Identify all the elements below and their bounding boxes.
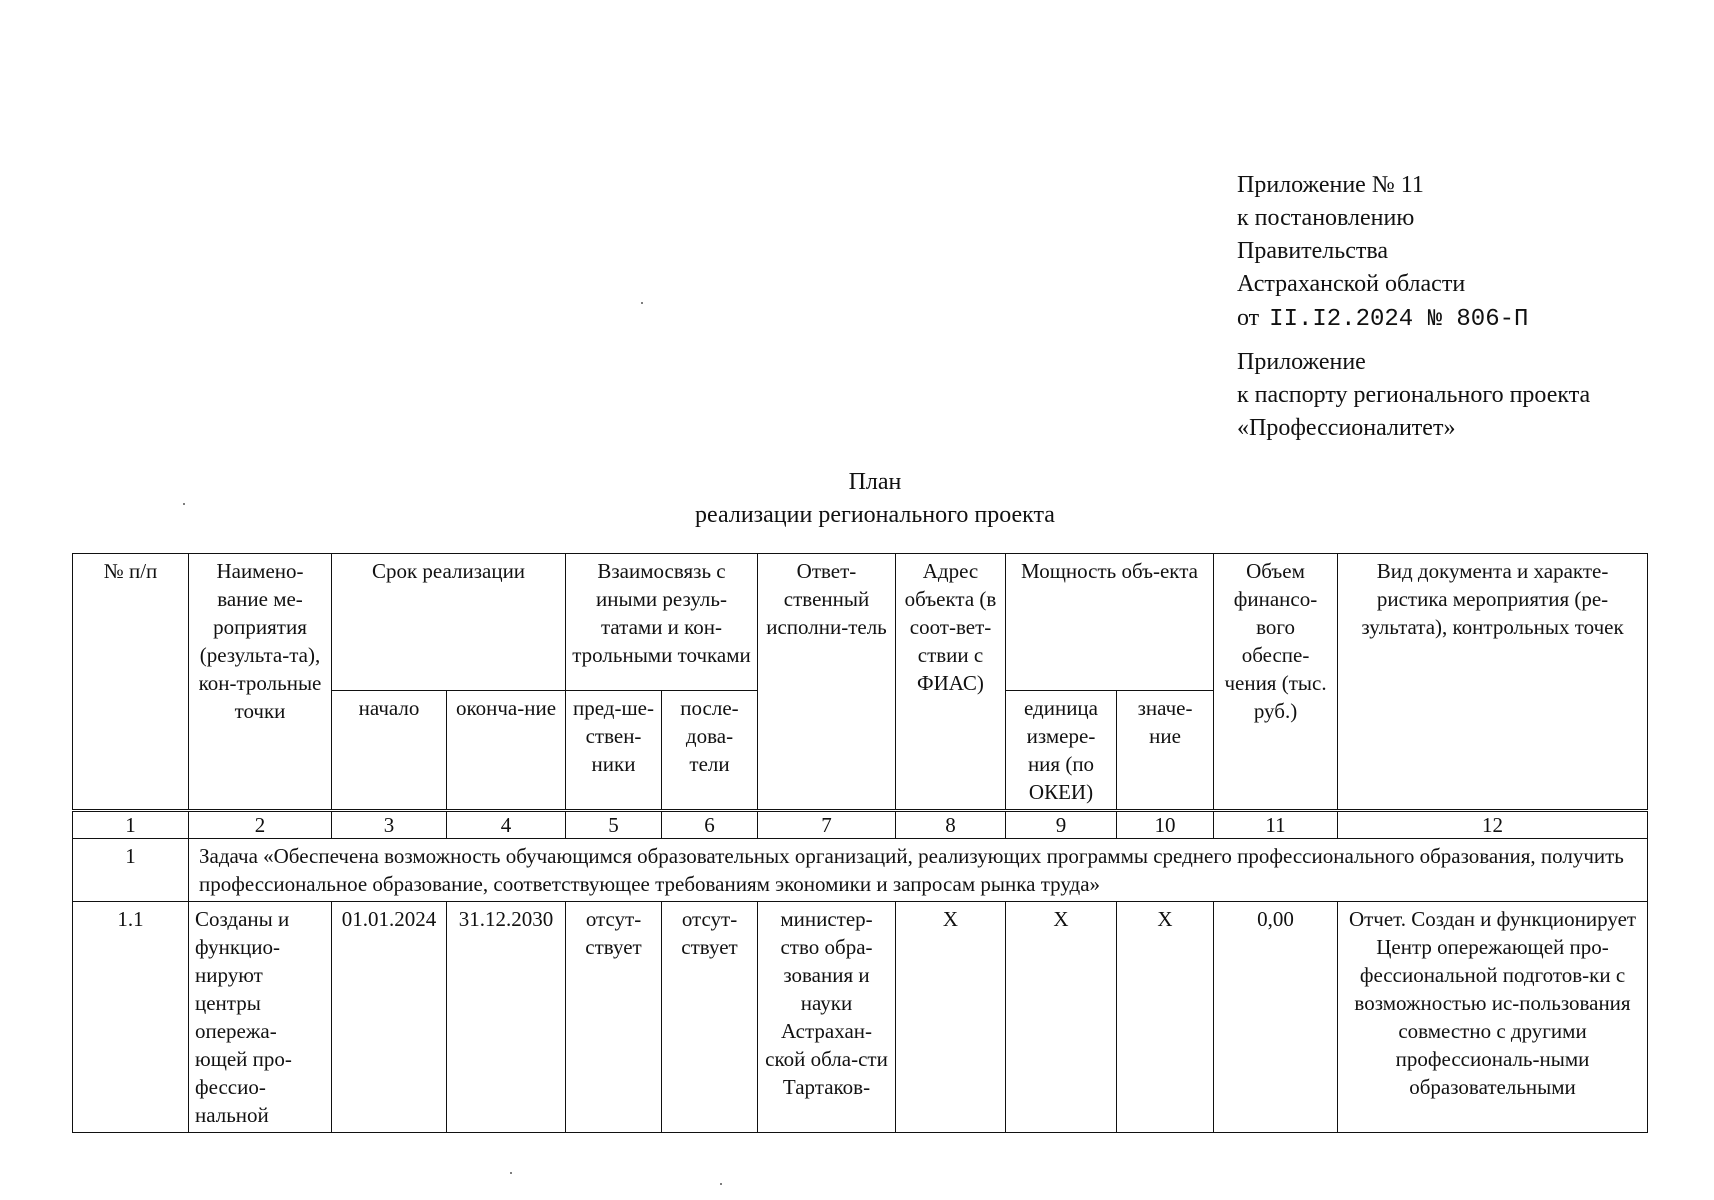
header-capacity-unit: единица измере-ния (по ОКЕИ) [1006, 691, 1117, 811]
row-address: Х [896, 902, 1006, 1133]
header-name: Наимено-вание ме-роприятия (результа-та), кон-трольные точки [189, 554, 332, 811]
header-funding: Объем финансо-вого обеспе-чения (тыс. руб.) [1214, 554, 1338, 811]
appendix-line-1: Приложение № 11 [1237, 172, 1424, 198]
appendix-line-3: Правительства [1237, 238, 1389, 264]
column-number: 4 [447, 811, 566, 839]
header-links-next: после-дова-тели [662, 691, 758, 811]
row-next: отсут-ствует [662, 902, 758, 1133]
row-start: 01.01.2024 [332, 902, 447, 1133]
row-doc-type: Отчет. Создан и функционирует Центр опережающей про-фессиональной подготов-ки с возможностью ис-пользования совместно с другими профессиональ-ными образовательными [1338, 902, 1648, 1133]
row-capacity-value: Х [1117, 902, 1214, 1133]
header-period: Срок реализации [332, 554, 566, 691]
row-name: Созданы и функцио-нируют центры опережа-ющей про-фессио-нальной [189, 902, 332, 1133]
column-number: 10 [1117, 811, 1214, 839]
row-prev: отсут-ствует [566, 902, 662, 1133]
column-number: 8 [896, 811, 1006, 839]
appendix-line-7: «Профессионалитет» [1237, 415, 1456, 441]
column-number: 6 [662, 811, 758, 839]
appendix-line-6: к паспорту регионального проекта [1237, 382, 1591, 408]
header-num: № п/п [73, 554, 189, 811]
task-row [73, 839, 1648, 902]
column-number: 3 [332, 811, 447, 839]
row-capacity-unit: Х [1006, 902, 1117, 1133]
column-number: 11 [1214, 811, 1338, 839]
title-line-2: реализации регионального проекта [695, 502, 1055, 528]
row-funding: 0,00 [1214, 902, 1338, 1133]
scan-speck [720, 1183, 722, 1185]
column-number: 1 [73, 811, 189, 839]
row-end: 31.12.2030 [447, 902, 566, 1133]
appendix-line-5: Приложение [1237, 349, 1366, 375]
scan-speck [510, 1172, 512, 1174]
column-numbers-row [73, 811, 1648, 839]
column-number: 9 [1006, 811, 1117, 839]
header-links-prev: пред-ше-ствен-ники [566, 691, 662, 811]
date-prefix: от [1237, 305, 1260, 331]
appendix-line-4: Астраханской области [1237, 271, 1466, 297]
column-number: 12 [1338, 811, 1648, 839]
header-period-start: начало [332, 691, 447, 811]
scan-speck [641, 302, 643, 304]
scan-speck [183, 503, 185, 505]
header-links: Взаимосвязь с иными резуль-татами и кон-трольными точками [566, 554, 758, 691]
document-title [0, 466, 1714, 532]
header-responsible: Ответ-ственный исполни-тель [758, 554, 896, 811]
header-doc-type: Вид документа и характе-ристика мероприятия (ре-зультата), контрольных точек [1338, 554, 1648, 811]
header-period-end: оконча-ние [447, 691, 566, 811]
header-capacity-value: значе-ние [1117, 691, 1214, 811]
row-num: 1.1 [73, 902, 189, 1133]
column-number: 2 [189, 811, 332, 839]
appendix-line-2: к постановлению [1237, 205, 1415, 231]
appendix-block [1237, 169, 1697, 445]
task-text: Задача «Обеспечена возможность обучающимся образовательных организаций, реализующих программы среднего профессионального образования, получить профессиональное образование, соответствующее требованиям экономики и запросам рынка труда» [189, 839, 1648, 902]
title-line-1: План [848, 469, 902, 495]
row-responsible: министер-ство обра-зования и науки Астрахан-ской обла-сти Тартаков- [758, 902, 896, 1133]
task-number: 1 [73, 839, 189, 902]
table-header-row [73, 554, 1648, 691]
implementation-plan-table [72, 553, 1648, 1133]
resolution-date-line [1237, 302, 1697, 336]
table-row [73, 902, 1648, 1133]
resolution-date-number: II.I2.2024 № 806-П [1269, 306, 1529, 333]
column-number: 5 [566, 811, 662, 839]
header-address: Адрес объекта (в соот-вет-ствии с ФИАС) [896, 554, 1006, 811]
header-capacity: Мощность объ-екта [1006, 554, 1214, 691]
column-number: 7 [758, 811, 896, 839]
